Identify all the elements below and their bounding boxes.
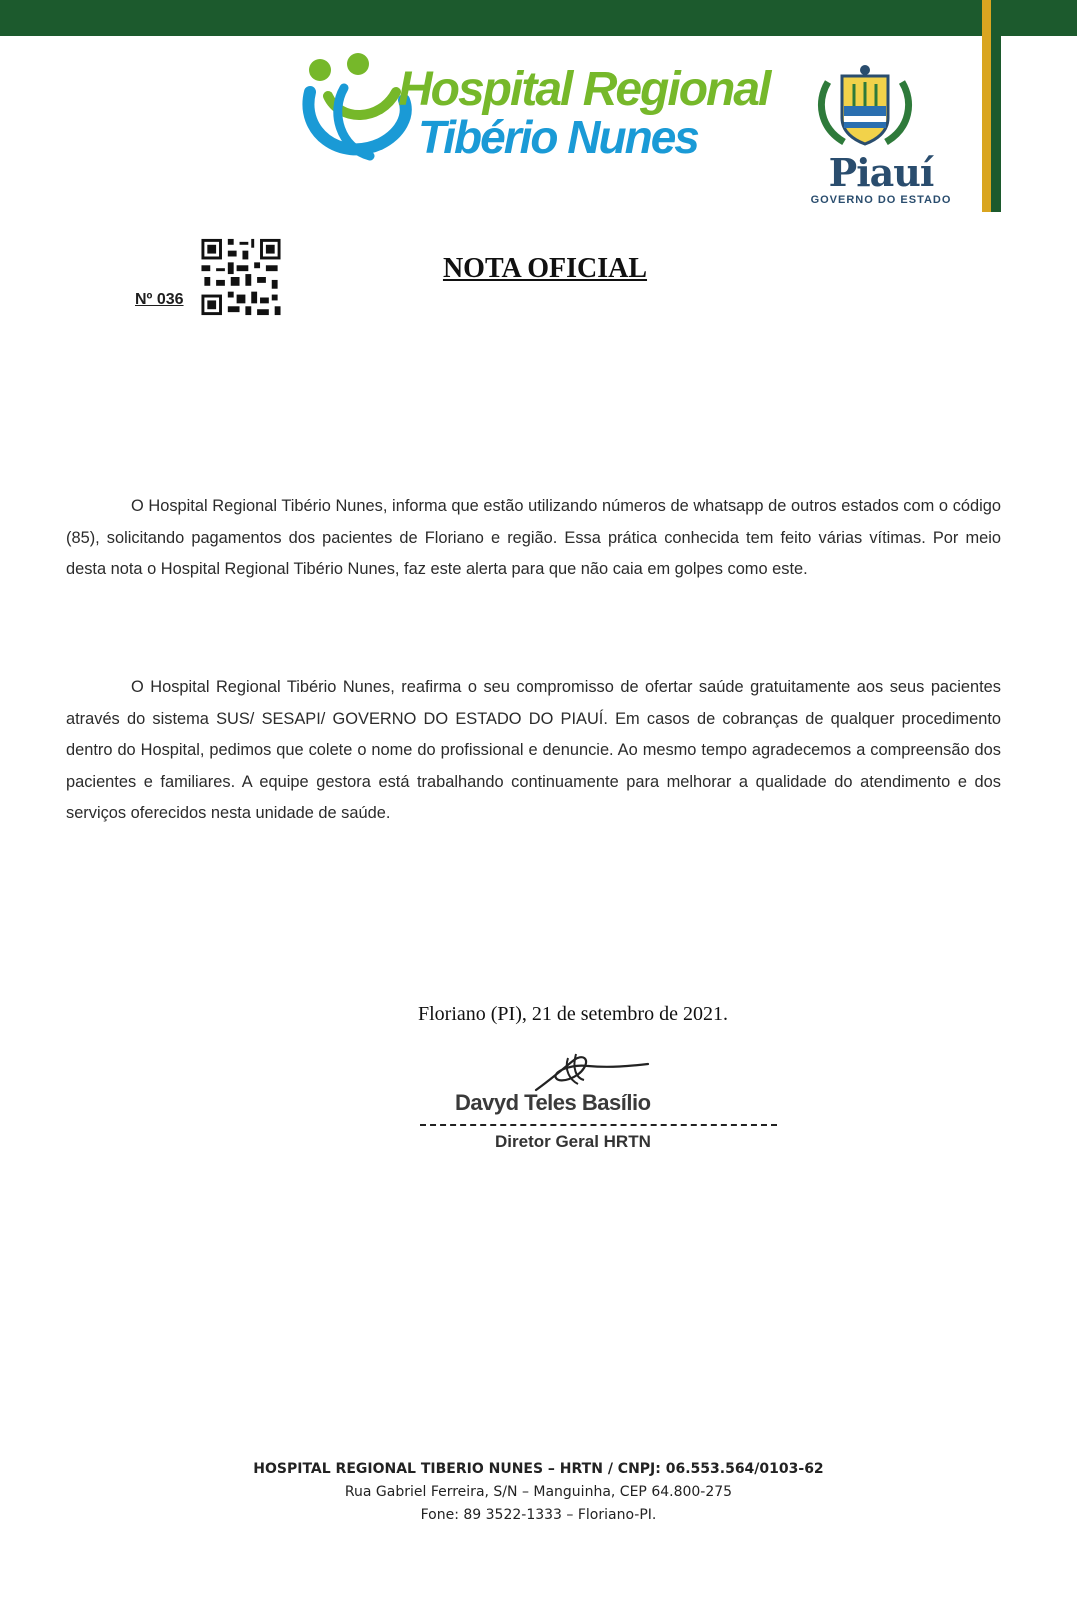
footer-phone: Fone: 89 3522-1333 – Floriano-PI. <box>420 1507 657 1523</box>
state-government-logo <box>806 62 958 212</box>
body-paragraph: O Hospital Regional Tibério Nunes, informa que estão utilizando números de whatsapp de outros estados com o código (85), solicitando pagamentos dos pacientes de Floriano e região. Essa prática conhecida tem feito várias vítimas. Por meio desta nota o Hospital Regional Tibério Nunes, faz este alerta para que não caia em golpes como este. <box>66 497 1001 578</box>
signer-role: Diretor Geral HRTN <box>495 1132 651 1151</box>
signature-line <box>420 1124 777 1126</box>
qr-code-icon[interactable] <box>198 236 284 318</box>
document-number: Nº 036 <box>135 291 184 308</box>
signer-name: Davyd Teles Basílio <box>455 1090 651 1115</box>
footer <box>0 1458 1077 1527</box>
header-green-stripe <box>991 0 1001 212</box>
body-paragraph: O Hospital Regional Tibério Nunes, reafirma o seu compromisso de ofertar saúde gratuitamente aos seus pacientes através do sistema SUS/ SESAPI/ GOVERNO DO ESTADO DO PIAUÍ. Em casos de cobranças de qualquer procedimento dentro do Hospital, pedimos que colete o nome do profissional e denuncie. Ao mesmo tempo agradecemos a compreensão dos pacientes e familiares. A equipe gestora está trabalhando continuamente para melhorar a qualidade do atendimento e dos serviços oferecidos nesta unidade de saúde. <box>66 678 1001 822</box>
hospital-logo-line2: Tibério Nunes <box>418 111 698 163</box>
coat-of-arms-icon <box>814 62 916 148</box>
footer-address: Rua Gabriel Ferreira, S/N – Manguinha, CEP 64.800-275 <box>344 1484 733 1500</box>
hospital-logo-line1: Hospital Regional <box>398 63 770 116</box>
state-government-label: GOVERNO DO ESTADO <box>810 194 952 206</box>
document-title: NOTA OFICIAL <box>442 253 648 284</box>
header-bar <box>0 0 1077 36</box>
footer-institution: HOSPITAL REGIONAL TIBERIO NUNES – HRTN / CNPJ: 06.553.564/0103-62 <box>253 1461 824 1477</box>
place-and-date: Floriano (PI), 21 de setembro de 2021. <box>418 1003 728 1025</box>
header-gold-stripe <box>982 0 991 212</box>
hospital-logo <box>300 52 770 168</box>
state-name: Piauí <box>828 150 934 195</box>
